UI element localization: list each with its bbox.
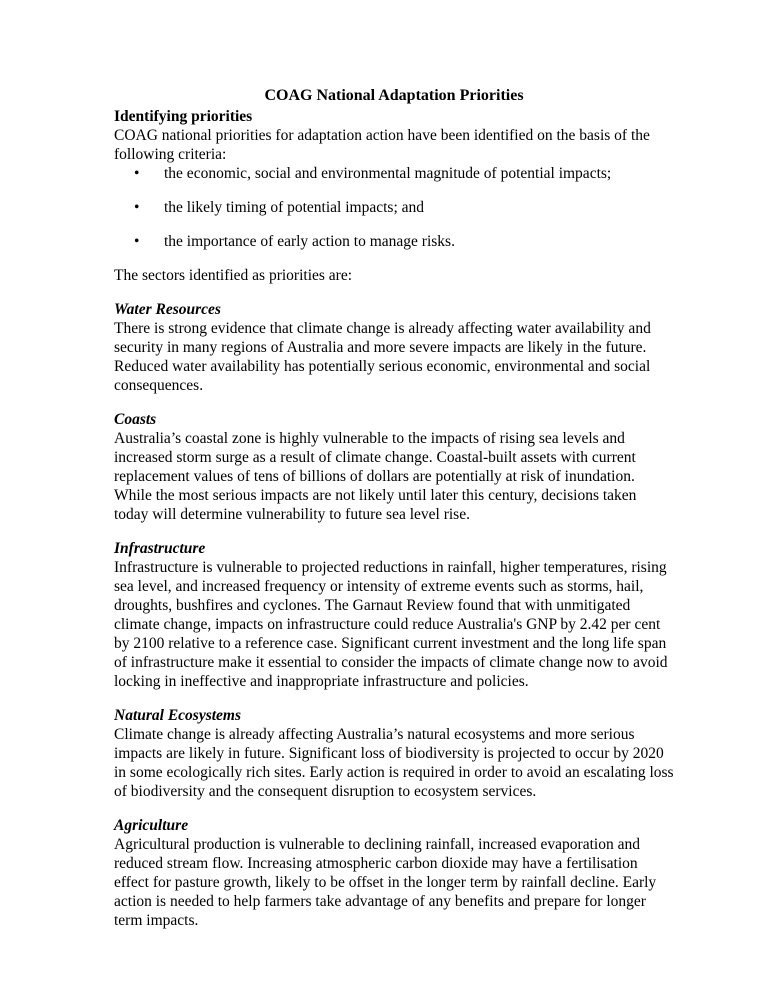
section-agriculture — [114, 816, 674, 930]
bullet-icon: • — [134, 233, 140, 250]
section-heading: Infrastructure — [114, 540, 206, 557]
section-infrastructure — [114, 539, 674, 691]
section-natural-ecosystems — [114, 706, 674, 801]
bullet-icon: • — [134, 199, 140, 216]
intro-heading: Identifying priorities — [114, 108, 253, 125]
criteria-list — [114, 164, 674, 251]
section-heading: Agriculture — [114, 817, 189, 834]
section-heading: Coasts — [114, 411, 157, 428]
section-water-resources — [114, 300, 674, 395]
section-text: Australia’s coastal zone is highly vulnerable to the impacts of rising sea levels and increased storm surge as a result of climate change. Coastal-built assets with current replacement values of tens of billions of dollars are potentially at risk of inundation. While the most serious impacts are not likely until later this century, decisions taken today will determine vulnerability to future sea level rise. — [114, 430, 637, 523]
section-text: Agricultural production is vulnerable to declining rainfall, increased evaporation and reduced stream flow. Increasing atmospheric carbon dioxide may have a fertilisation effect for pasture growth, likely to be offset in the longer term by rainfall decline. Early action is needed to help farmers take advantage of any benefits and prepare for longer term impacts. — [114, 836, 657, 929]
criteria-text: the likely timing of potential impacts; and — [164, 199, 425, 216]
section-heading: Water Resources — [114, 301, 221, 318]
criteria-item — [114, 164, 674, 183]
section-text: There is strong evidence that climate change is already affecting water availability and security in many regions of Australia and more severe impacts are likely in the future. Reduced water availability has potentially serious economic, environmental and social consequences. — [114, 320, 651, 394]
intro-text: COAG national priorities for adaptation action have been identified on the basis of the following criteria: — [114, 127, 650, 163]
criteria-item — [114, 198, 674, 217]
sectors-intro: The sectors identified as priorities are: — [114, 267, 353, 284]
section-heading: Natural Ecosystems — [114, 707, 242, 724]
page-title: COAG National Adaptation Priorities — [264, 87, 524, 104]
bullet-icon: • — [134, 165, 140, 182]
document-page — [114, 86, 674, 945]
section-text: Infrastructure is vulnerable to projected reductions in rainfall, higher temperatures, rising sea level, and increased frequency or intensity of extreme events such as storms, hail, droughts, bushfires and cyclones. The Garnaut Review found that with unmitigated climate change, impacts on infrastructure could reduce Australia's GNP by 2.42 per cent by 2100 relative to a reference case. Significant current investment and the long life span of infrastructure make it essential to consider the impacts of climate change now to avoid locking in ineffective and inappropriate infrastructure and policies. — [114, 559, 668, 690]
section-text: Climate change is already affecting Australia’s natural ecosystems and more serious impacts are likely in future. Significant loss of biodiversity is projected to occur by 2020 in some ecologically rich sites. Early action is required in order to avoid an escalating loss of biodiversity and the consequent disruption to ecosystem services. — [114, 726, 674, 800]
criteria-text: the economic, social and environmental magnitude of potential impacts; — [164, 165, 612, 182]
section-coasts — [114, 410, 674, 524]
criteria-item — [114, 232, 674, 251]
criteria-text: the importance of early action to manage risks. — [164, 233, 455, 250]
